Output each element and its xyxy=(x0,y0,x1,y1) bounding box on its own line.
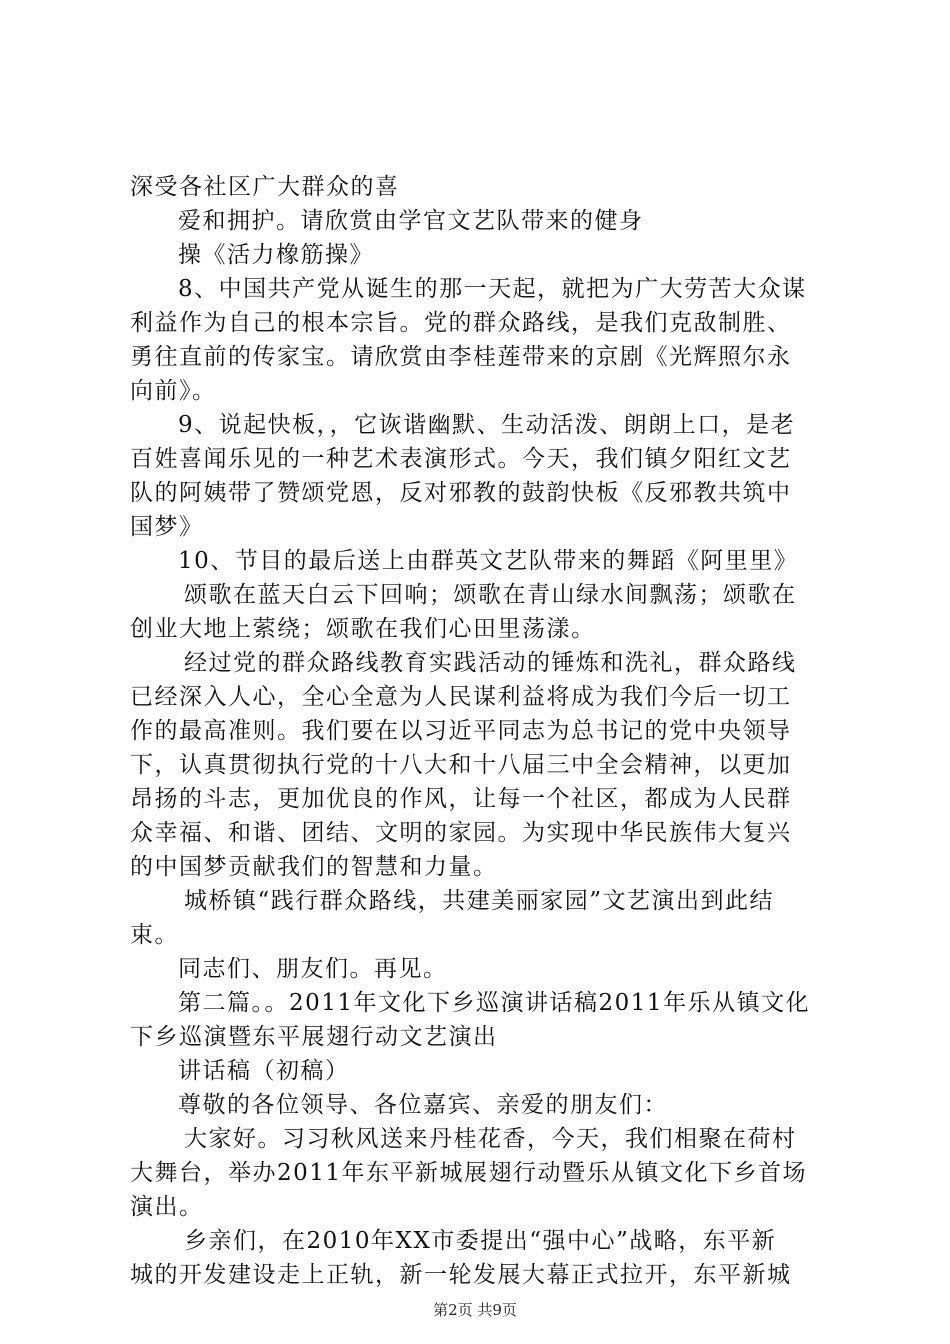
text-line: 经过党的群众路线教育实践活动的锤炼和洗礼，群众路线 xyxy=(184,650,797,676)
text-line: 爱和拥护。请欣赏由学官文艺队带来的健身 xyxy=(178,208,644,234)
text-line: 城的开发建设走上正轨，新一轮发展大幕正式拉开，东平新城 xyxy=(130,1262,792,1288)
text-line: 利益作为自己的根本宗旨。党的群众路线，是我们克敌制胜、 xyxy=(130,310,792,336)
text-line: 创业大地上萦绕；颂歌在我们心田里荡漾。 xyxy=(130,616,596,642)
text-line: 同志们、朋友们。再见。 xyxy=(178,956,448,982)
text-line: 队的阿姨带了赞颂党恩，反对邪教的鼓韵快板《反邪教共筑中 xyxy=(130,480,792,506)
text-line: 下乡巡演暨东平展翅行动文艺演出 xyxy=(130,1024,498,1050)
text-line: 作的最高准则。我们要在以习近平同志为总书记的党中央领导 xyxy=(130,718,792,744)
text-line: 8、中国共产党从诞生的那一天起，就把为广大劳苦大众谋 xyxy=(178,276,807,302)
text-line: 勇往直前的传家宝。请欣赏由李桂莲带来的京剧《光辉照尔永 xyxy=(130,344,792,370)
section-heading: 第二篇。。2011年文化下乡巡演讲话稿2011年乐从镇文化 xyxy=(178,990,811,1016)
text-line: 大家好。习习秋风送来丹桂花香，今天，我们相聚在荷村 xyxy=(184,1126,797,1152)
text-line: 向前》。 xyxy=(130,378,217,404)
page-number-footer: 第2页 共9页 xyxy=(433,1301,517,1319)
text-line: 10、节目的最后送上由群英文艺队带来的舞蹈《阿里里》 xyxy=(178,548,799,574)
text-line: 乡亲们，在2010年XX市委提出“强中心”战略，东平新 xyxy=(184,1228,777,1254)
text-line: 大舞台，举办2011年东平新城展翅行动暨乐从镇文化下乡首场 xyxy=(130,1160,808,1186)
text-line: 9、说起快板，，它诙谐幽默、生动活泼、朗朗上口，是老 xyxy=(178,412,796,438)
text-line: 昂扬的斗志，更加优良的作风，让每一个社区，都成为人民群 xyxy=(130,786,792,812)
text-line: 演出。 xyxy=(130,1194,204,1220)
text-line: 的中国梦贡献我们的智慧和力量。 xyxy=(130,854,498,880)
text-line: 已经深入人心，全心全意为人民谋利益将成为我们今后一切工 xyxy=(130,684,792,710)
text-line: 束。 xyxy=(130,922,179,948)
text-line: 百姓喜闻乐见的一种艺术表演形式。今天，我们镇夕阳红文艺 xyxy=(130,446,792,472)
text-line: 众幸福、和谐、团结、文明的家园。为实现中华民族伟大复兴 xyxy=(130,820,792,846)
text-line: 国梦》 xyxy=(130,514,204,540)
text-line: 尊敬的各位领导、各位嘉宾、亲爱的朋友们： xyxy=(178,1092,668,1118)
text-line: 城桥镇“践行群众路线，共建美丽家园”文艺演出到此结 xyxy=(184,888,775,914)
text-line: 讲话稿（初稿） xyxy=(178,1058,350,1084)
text-line: 下，认真贯彻执行党的十八大和十八届三中全会精神，以更加 xyxy=(130,752,792,778)
text-line: 颂歌在蓝天白云下回响；颂歌在青山绿水间飘荡；颂歌在 xyxy=(184,582,797,608)
text-line: 深受各社区广大群众的喜 xyxy=(130,174,400,200)
text-line: 操《活力橡筋操》 xyxy=(178,242,374,268)
